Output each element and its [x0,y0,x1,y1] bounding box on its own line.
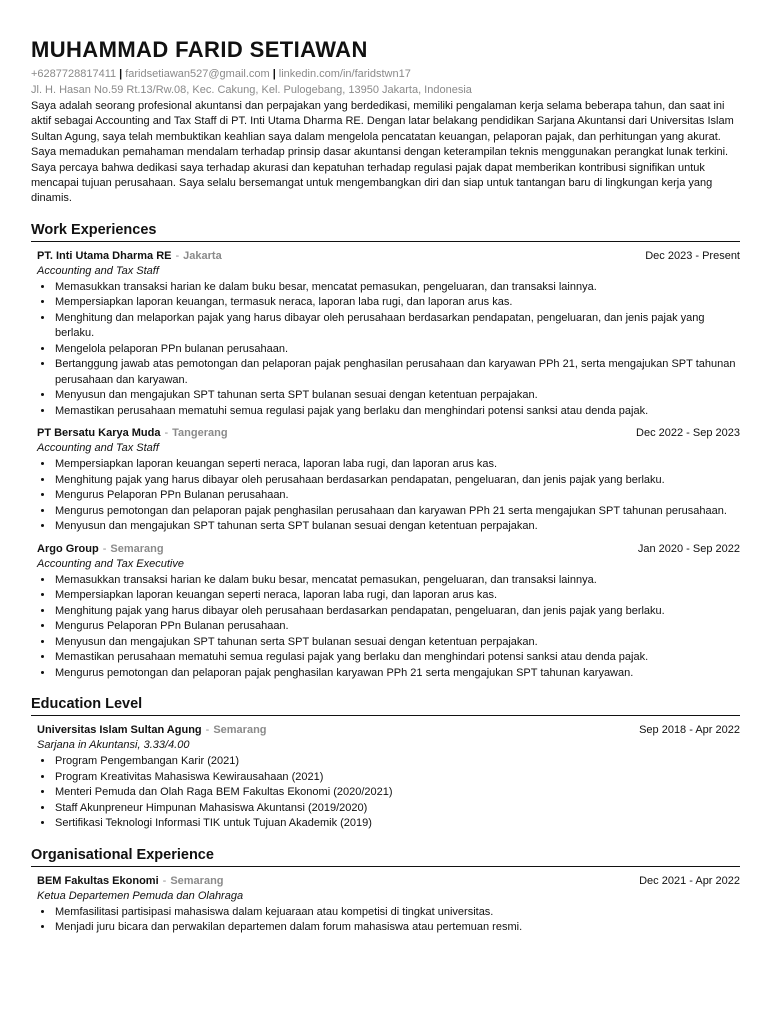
entry-header [37,874,740,889]
date-range: Dec 2022 - Sep 2023 [636,427,740,440]
location: Tangerang [172,427,228,440]
section-title-organisation: Organisational Experience [31,846,740,867]
entry-header [37,249,740,264]
bullet-item: • Mempersiapkan laporan keuangan seperti neraca, laporan laba rugi, dan laporan arus kas. [54,588,740,604]
candidate-name: MUHAMMAD FARID SETIAWAN [31,37,368,62]
location: Semarang [170,874,224,887]
experience-entry [31,542,740,682]
location: Jakarta [183,249,222,262]
bullet-item: • Mempersiapkan laporan keuangan seperti neraca, laporan laba rugi, dan laporan arus kas. [54,457,740,473]
role-title: Accounting and Tax Staff [37,442,159,455]
bullet-item: • Bertanggung jawab atas pemotongan dan pelaporan pajak penghasilan perusahaan dan karyawan PPh 21, serta mengajukan SPT tahunan perusahaan dan karyawan. [54,357,740,388]
organisation-name: Universitas Islam Sultan Agung [37,724,202,737]
organisation-name: Argo Group [37,542,99,555]
entry-header [37,723,740,738]
contact-line [31,67,740,81]
dash-separator: - [162,874,167,887]
bullet-item: • Mengurus Pelaporan PPn Bulanan perusahaan. [54,488,740,504]
dash-separator: - [205,724,210,737]
bullet-item: • Mengurus pemotongan dan pelaporan pajak penghasilan perusahaan dan karyawan PPh 21 serta mengajukan SPT tahunan perusahaan. [54,504,740,520]
entry-header [37,426,740,441]
bullet-item: • Menghitung pajak yang harus dibayar oleh perusahaan berdasarkan pendapatan, pengeluaran, dan jenis pajak yang berlaku. [54,473,740,489]
location: Semarang [213,724,267,737]
phone-number: +6287728817411 [31,68,117,80]
role-title: Sarjana in Akuntansi, 3.33/4.00 [37,739,190,752]
bullet-item: • Memasukkan transaksi harian ke dalam buku besar, mencatat pemasukan, pengeluaran, dan transaksi lainnya. [54,280,740,296]
bullet-item: • Menghitung pajak yang harus dibayar oleh perusahaan berdasarkan pendapatan, pengeluaran, dan jenis pajak yang berlaku. [54,604,740,620]
bullet-item: • Memastikan perusahaan mematuhi semua regulasi pajak yang berlaku dan menghindari potensi sanksi atau denda pajak. [54,404,740,420]
dash-separator: - [175,249,180,262]
section-title-education: Education Level [31,695,740,716]
entry-org-line [37,723,267,738]
date-range: Sep 2018 - Apr 2022 [639,724,740,737]
separator: | [272,68,276,80]
entry-org-line [37,542,164,557]
bullet-item: • Program Kreativitas Mahasiswa Kewirausahaan (2021) [54,770,740,786]
location: Semarang [110,542,164,555]
bullet-item: • Program Pengembangan Karir (2021) [54,754,740,770]
entry-org-line [37,426,228,441]
separator: | [119,68,123,80]
bullet-item: • Menjadi juru bicara dan perwakilan departemen dalam forum mahasiswa atau pertemuan resmi. [54,920,740,936]
bullet-item: • Menghitung dan melaporkan pajak yang harus dibayar oleh perusahaan berdasarkan pendapatan, pengeluaran, dan jenis pajak yang berlaku. [54,311,740,342]
date-range: Jan 2020 - Sep 2022 [637,542,740,555]
entry-org-line [37,874,224,889]
date-range: Dec 2021 - Apr 2022 [639,874,740,887]
bullet-item: • Memastikan perusahaan mematuhi semua regulasi pajak yang berlaku dan menghindari potensi sanksi atau denda pajak. [54,650,740,666]
bullet-item: • Mengelola pelaporan PPn bulanan perusahaan. [54,342,740,358]
dash-separator: - [164,427,169,440]
bullet-item: • Menteri Pemuda dan Olah Raga BEM Fakultas Ekonomi (2020/2021) [54,785,740,801]
bullet-item: • Sertifikasi Teknologi Informasi TIK untuk Tujuan Akademik (2019) [54,816,740,832]
bullet-list [37,280,740,420]
organisation-name: PT Bersatu Karya Muda [37,427,161,440]
role-title: Accounting and Tax Staff [37,264,159,277]
profile-summary: Saya adalah seorang profesional akuntansi dan perpajakan yang berdedikasi, memiliki pengalaman kerja selama beberapa tahun, dan saat ini aktif sebagai Accounting and Tax Staff di PT. Inti Utama Dharma RE. Dengan latar belakang pendidikan Sarjana Akuntansi dari Universitas Islam Sultan Agung, saya telah membuktikan keahlian saya dalam mengelola pencatatan keuangan, pelaporan pajak, dan perhitungan yang akurat. Saya memadukan pemahaman mendalam terhadap prinsip dasar akuntansi dengan keterampilan teknis menggunakan perangkat lunak terkini. Saya percaya bahwa dedikasi saya terhadap akurasi dan kepatuhan terhadap regulasi pajak dapat memberikan kontribusi signifikan untuk mencapai tujuan perusahaan. Saya selalu bersemangat untuk mengembangkan diri dan siap untuk tantangan baru di lingkungan kerja yang dinamis. [31,100,734,205]
organisation-name: BEM Fakultas Ekonomi [37,874,159,887]
home-address: Jl. H. Hasan No.59 Rt.13/Rw.08, Kec. Cakung, Kel. Pulogebang, 13950 Jakarta, Indonesia [31,84,472,96]
work-list [31,249,740,682]
bullet-item: • Mengurus Pelaporan PPn Bulanan perusahaan. [54,619,740,635]
education-list [31,723,740,832]
experience-entry [31,249,740,420]
bullet-item: • Staff Akunpreneur Himpunan Mahasiswa Akuntansi (2019/2020) [54,801,740,817]
bullet-list [37,754,740,832]
section-title-work: Work Experiences [31,221,740,242]
bullet-item: • Menyusun dan mengajukan SPT tahunan serta SPT bulanan sesuai dengan ketentuan perpajakan. [54,519,740,535]
bullet-list [37,573,740,682]
experience-entry [31,426,740,535]
bullet-item: • Mengurus pemotongan dan pelaporan pajak penghasilan karyawan PPh 21 serta mengajukan SPT tahunan karyawan. [54,666,740,682]
experience-entry [31,723,740,832]
date-range: Dec 2023 - Present [645,249,740,262]
bullet-item: • Memfasilitasi partisipasi mahasiswa dalam kejuaraan atau kompetisi di tingkat universitas. [54,905,740,921]
bullet-list [37,457,740,535]
bullet-item: • Menyusun dan mengajukan SPT tahunan serta SPT bulanan sesuai dengan ketentuan perpajakan. [54,635,740,651]
experience-entry [31,874,740,936]
role-title: Ketua Departemen Pemuda dan Olahraga [37,889,244,902]
organisation-list [31,874,740,936]
email-address: faridsetiawan527@gmail.com [125,68,270,80]
dash-separator: - [102,542,107,555]
bullet-item: • Menyusun dan mengajukan SPT tahunan serta SPT bulanan sesuai dengan ketentuan perpajakan. [54,388,740,404]
linkedin-link[interactable]: linkedin.com/in/faridstwn17 [278,68,411,80]
role-title: Accounting and Tax Executive [37,557,184,570]
organisation-name: PT. Inti Utama Dharma RE [37,249,172,262]
bullet-item: • Mempersiapkan laporan keuangan, termasuk neraca, laporan laba rugi, dan laporan arus kas. [54,295,740,311]
bullet-list [37,905,740,936]
entry-org-line [37,249,222,264]
bullet-item: • Memasukkan transaksi harian ke dalam buku besar, mencatat pemasukan, pengeluaran, dan transaksi lainnya. [54,573,740,589]
entry-header [37,542,740,557]
